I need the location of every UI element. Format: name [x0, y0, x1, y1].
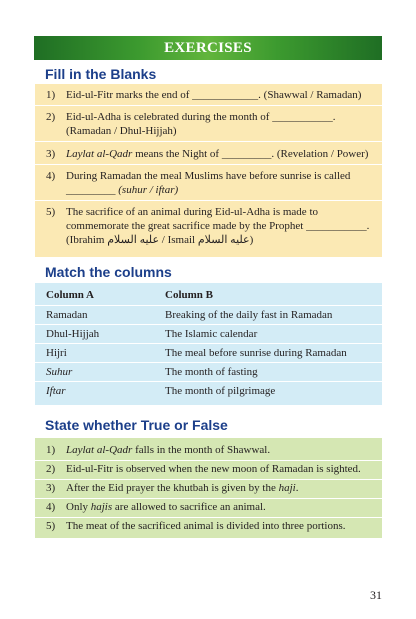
item-text: Eid-ul-Fitr is observed when the new moon of Ramadan is sighted. — [66, 463, 361, 475]
row-separator — [35, 105, 382, 106]
item-number: 5) — [46, 520, 56, 532]
item-number: 2) — [46, 111, 56, 123]
row-separator — [35, 164, 382, 165]
row-separator — [35, 305, 382, 306]
match-b-3: The meal before sunrise during Ramadan — [165, 347, 347, 359]
item-text: The meat of the sacrificed animal is divided into three portions. — [66, 520, 346, 532]
item-tail: . — [295, 482, 299, 494]
row-separator — [35, 200, 382, 201]
item-tail: are allowed to sacrifice an animal. — [112, 501, 266, 513]
column-b-header: Column B — [165, 289, 213, 301]
column-a-header: Column A — [46, 289, 94, 301]
match-b-5: The month of pilgrimage — [165, 385, 276, 397]
item-italic: hajis — [90, 501, 113, 513]
item-number: 4) — [46, 501, 56, 513]
match-a-1: Ramadan — [46, 309, 88, 321]
item-italic: Laylat al-Qadr — [66, 444, 133, 456]
fill-blanks-heading: Fill in the Blanks — [45, 66, 157, 82]
true-false-heading: State whether True or False — [45, 417, 228, 433]
item-text: Eid-ul-Fitr marks the end of ____________. (Shawwal / Ramadan) — [66, 89, 362, 101]
match-a-4: Suhur — [46, 366, 73, 378]
item-number: 5) — [46, 206, 56, 218]
item-italic: (suhur / iftar) — [118, 184, 179, 196]
banner-title: EXERCISES — [164, 39, 252, 56]
match-box — [35, 283, 382, 405]
item-text: Only — [66, 501, 91, 513]
row-separator — [35, 343, 382, 344]
item-text: means the Night of _________. (Revelation / Power) — [132, 148, 369, 160]
row-separator — [35, 479, 382, 480]
row-separator — [35, 381, 382, 382]
match-b-4: The month of fasting — [165, 366, 258, 378]
exercises-banner — [34, 36, 382, 60]
blank: _________ — [66, 184, 119, 196]
match-b-1: Breaking of the daily fast in Ramadan — [165, 309, 333, 321]
item-text: Eid-ul-Adha is celebrated during the month of ___________. — [66, 111, 336, 123]
item-number: 3) — [46, 148, 56, 160]
match-a-2: Dhul-Hijjah — [46, 328, 100, 340]
match-a-5: Iftar — [46, 385, 66, 397]
item-number: 3) — [46, 482, 56, 494]
item-italic: Laylat al-Qadr — [66, 148, 133, 160]
row-separator — [35, 460, 382, 461]
item-text: After the Eid prayer the khutbah is given by the — [66, 482, 279, 494]
row-separator — [35, 517, 382, 518]
item-text: commemorate the great sacrifice made by the Prophet ___________. — [66, 220, 370, 232]
page-number: 31 — [370, 588, 382, 602]
row-separator — [35, 141, 382, 142]
match-b-2: The Islamic calendar — [165, 328, 258, 340]
fill-blanks-box — [35, 84, 382, 257]
match-a-3: Hijri — [46, 347, 67, 359]
row-separator — [35, 324, 382, 325]
item-text: falls in the month of Shawwal. — [132, 444, 271, 456]
match-heading: Match the columns — [45, 264, 172, 280]
item-text: (Ibrahim عليه السلام / Ismail عليه السلام) — [66, 234, 254, 246]
item-text: The sacrifice of an animal during Eid-ul-Adha is made to — [66, 206, 318, 218]
true-false-box — [35, 438, 382, 538]
item-number: 4) — [46, 170, 56, 182]
item-italic: haji — [278, 482, 296, 494]
item-number: 1) — [46, 444, 56, 456]
item-text: (Ramadan / Dhul-Hijjah) — [66, 125, 177, 137]
row-separator — [35, 362, 382, 363]
item-text: During Ramadan the meal Muslims have before sunrise is called — [66, 170, 351, 182]
row-separator — [35, 498, 382, 499]
item-number: 2) — [46, 463, 56, 475]
item-number: 1) — [46, 89, 56, 101]
